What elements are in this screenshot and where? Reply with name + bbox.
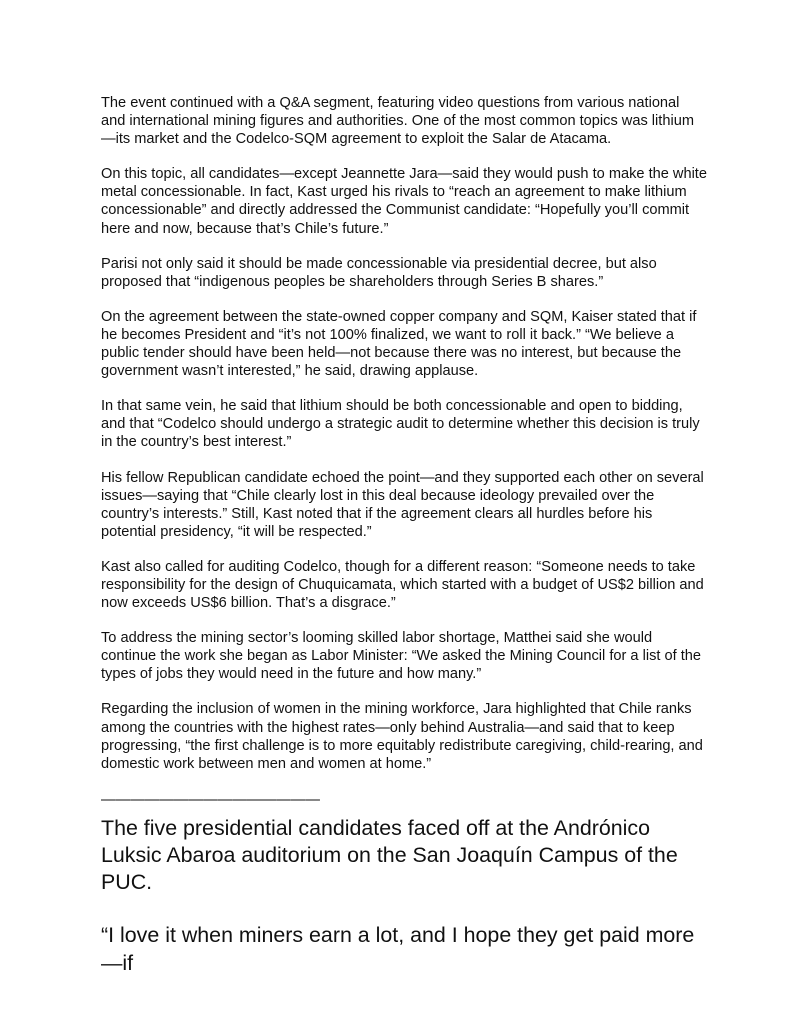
- paragraph-parisi: Parisi not only said it should be made concessionable via presidential decree, but also proposed that “indigenous peoples be shareholders through Series B shares.”: [101, 255, 657, 290]
- pull-quote: “I love it when miners earn a lot, and I hope they get paid more—if: [101, 923, 695, 975]
- paragraph-kaiser-agreement: On the agreement between the state-owned copper company and SQM, Kaiser stated that if he becomes President and “it’s not 100% finalized, we want to roll it back.” “We believe a public tender should have been held—not because there was no interest, but because the government wasn’t interested,” he said, drawing applause.: [101, 308, 697, 380]
- paragraph-labor-shortage: To address the mining sector’s looming skilled labor shortage, Matthei said she would continue the work she began as Labor Minister: “We asked the Mining Council for a list of the types of jobs they would need in the future and how many.”: [101, 630, 702, 683]
- image-caption: The five presidential candidates faced off at the Andrónico Luksic Abaroa auditorium on the San Joaquín Campus of the PUC.: [101, 815, 678, 895]
- paragraph-qa-segment: The event continued with a Q&A segment, featuring video questions from various national and international mining figures and authorities. One of the most common topics was lithium—its market and the Codelco-SQM agreement to exploit the Salar de Atacama.: [101, 95, 694, 148]
- document-page: [101, 94, 711, 977]
- paragraph-women-workforce: Regarding the inclusion of women in the mining workforce, Jara highlighted that Chile ranks among the countries with the highest rates—only behind Australia—and said that to keep progressing, “the first challenge is to more equitably redistribute caregiving, child-rearing, and domestic work between men and women at home.”: [101, 701, 703, 772]
- section-divider: ———————————————: [101, 791, 320, 808]
- paragraph-chuquicamata: Kast also called for auditing Codelco, though for a different reason: “Someone needs to take responsibility for the design of Chuquicamata, which started with a budget of US$2 billion and now exceeds US$6 billion. That’s a disgrace.”: [101, 558, 704, 612]
- paragraph-republican-candidate: His fellow Republican candidate echoed the point—and they supported each other on several issues—saying that “Chile clearly lost in this deal because ideology prevailed over the country’s interests.” Still, Kast noted that if the agreement clears all hurdles before his potential presidency, “it will be respected.”: [101, 469, 704, 540]
- paragraph-lithium-concession: On this topic, all candidates—except Jeannette Jara—said they would push to make the white metal concessionable. In fact, Kast urged his rivals to “reach an agreement to make lithium concessionable” and directly addressed the Communist candidate: “Hopefully you’ll commit here and now, because that’s Chile’s future.”: [101, 166, 707, 237]
- paragraph-strategic-audit: In that same vein, he said that lithium should be both concessionable and open to bidding, and that “Codelco should undergo a strategic audit to determine whether this decision is truly in the country’s best interest.”: [101, 398, 700, 451]
